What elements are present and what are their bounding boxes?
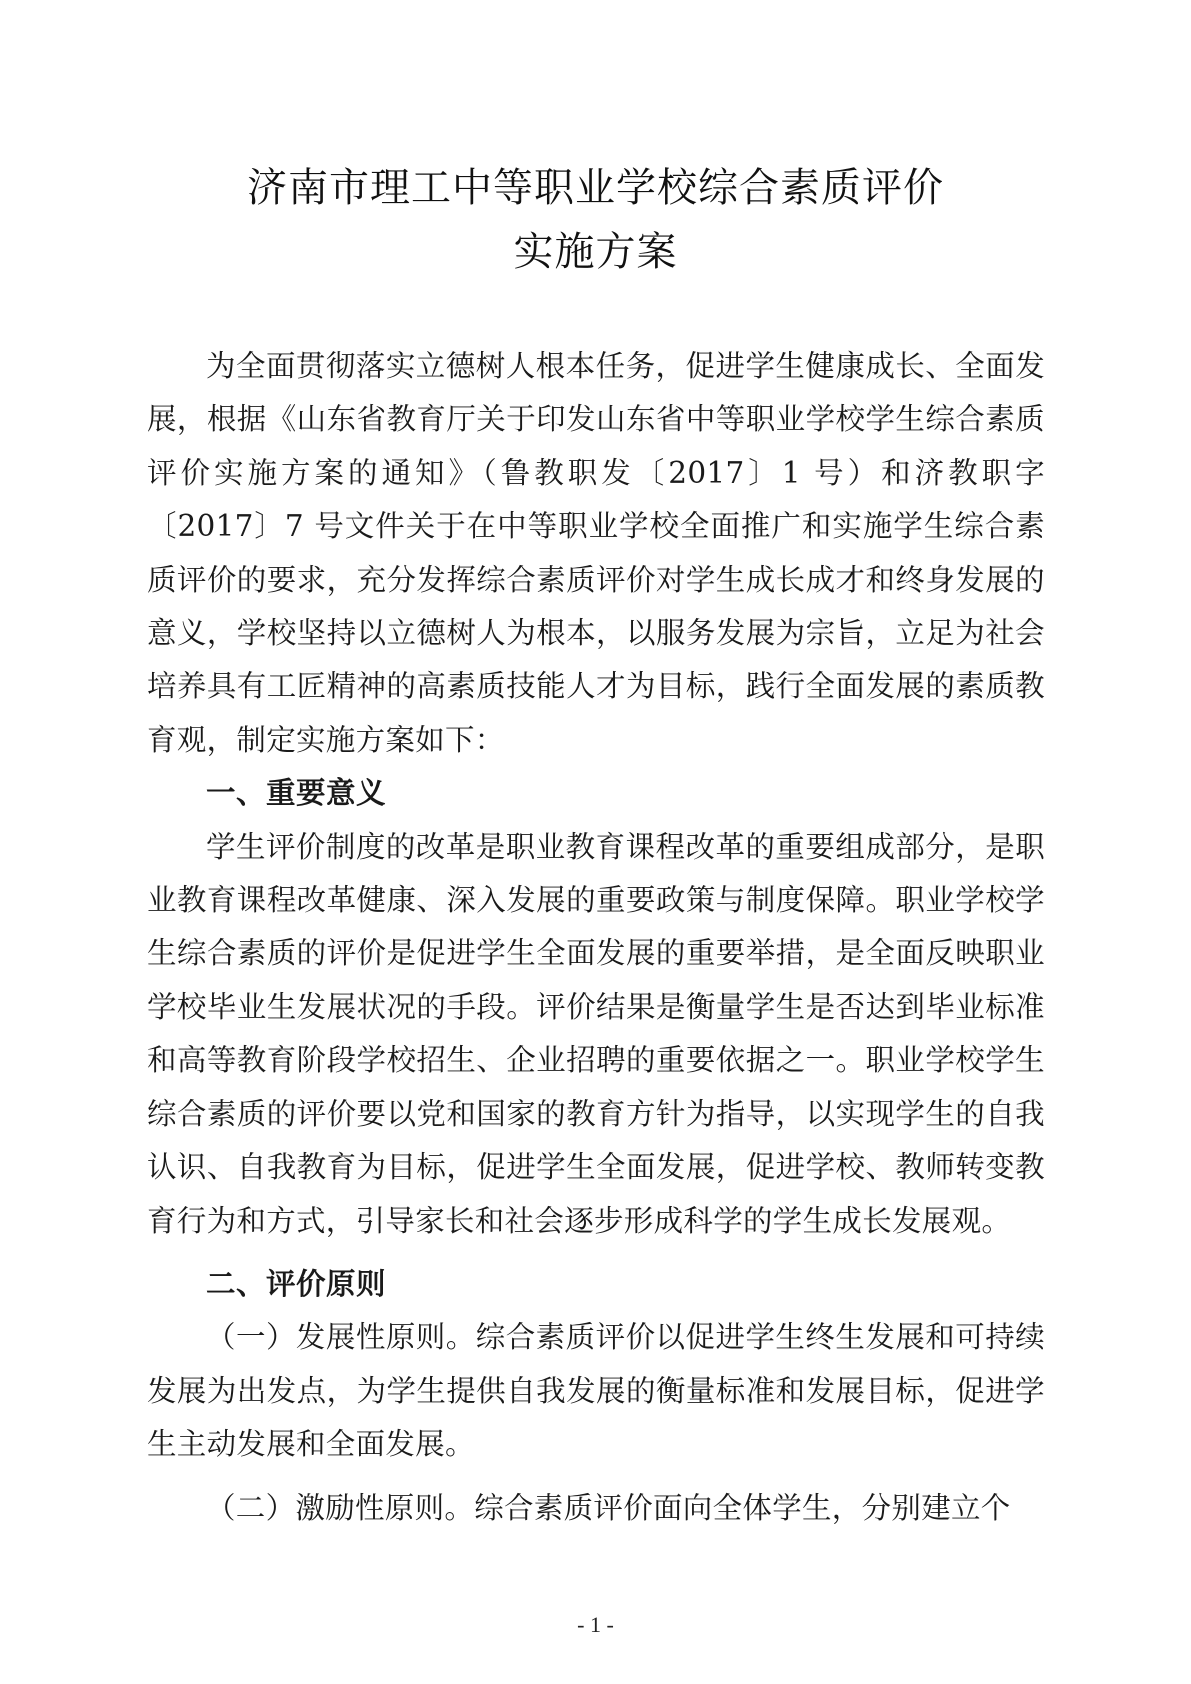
document-body	[147, 340, 1045, 1535]
document-subtitle: 实施方案	[513, 229, 678, 275]
section-heading-principles: 二、评价原则	[206, 1266, 387, 1301]
intro-paragraph: 为全面贯彻落实立德树人根本任务，促进学生健康成长、全面发展，根据《山东省教育厅关于印发山东省中等职业学校学生综合素质评价实施方案的通知》（鲁教职发〔2017〕1 号）和济教职字〔2017〕7 号文件关于在中等职业学校全面推广和实施学生综合素质评价的要求，充分发挥综合素质评价对学生成长成才和终身发展的意义，学校坚持以立德树人为根本，以服务发展为宗旨，立足为社会培养具有工匠精神的高素质技能人才为目标，践行全面发展的素质教育观，制定实施方案如下：	[147, 349, 1045, 757]
section-heading-significance: 一、重要意义	[206, 776, 387, 811]
document-title: 济南市理工中等职业学校综合素质评价	[247, 165, 944, 211]
significance-paragraph: 学生评价制度的改革是职业教育课程改革的重要组成部分，是职业教育课程改革健康、深入发展的重要政策与制度保障。职业学校学生综合素质的评价是促进学生全面发展的重要举措，是全面反映职业学校毕业生发展状况的手段。评价结果是衡量学生是否达到毕业标准和高等教育阶段学校招生、企业招聘的重要依据之一。职业学校学生综合素质的评价要以党和国家的教育方针为指导，以实现学生的自我认识、自我教育为目标，促进学生全面发展，促进学校、教师转变教育行为和方式，引导家长和社会逐步形成科学的学生成长发展观。	[147, 829, 1045, 1238]
principle-incentive-paragraph: （二）激励性原则。综合素质评价面向全体学生，分别建立个	[206, 1490, 1011, 1525]
principle-development-paragraph: （一）发展性原则。综合素质评价以促进学生终生发展和可持续发展为出发点，为学生提供自我发展的衡量标准和发展目标，促进学生主动发展和全面发展。	[147, 1320, 1045, 1462]
page-number: - 1 -	[577, 1612, 614, 1637]
